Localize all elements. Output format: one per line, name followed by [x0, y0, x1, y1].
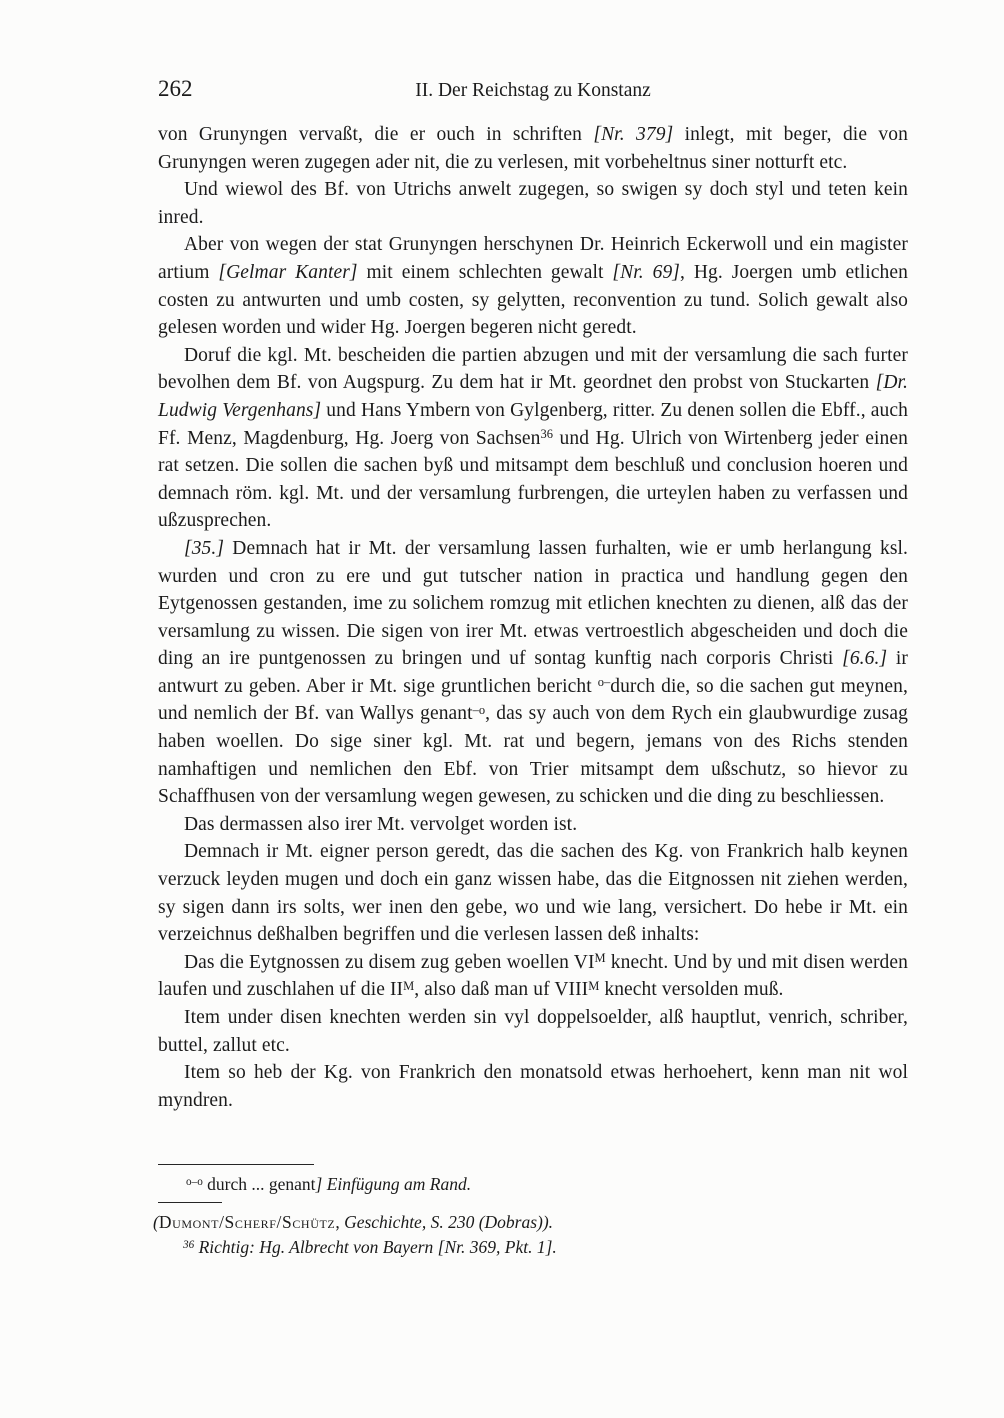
paragraph — [158, 535, 908, 811]
footnote-36 — [183, 1235, 908, 1259]
running-title: II. Der Reichstag zu Konstanz — [415, 80, 651, 101]
paragraph — [158, 838, 908, 948]
text-segment: Item so heb der Kg. von Frankrich den monatsold etwas herhoehert, kenn man nit wol myndren. — [158, 1062, 908, 1111]
paragraph — [158, 231, 908, 341]
text-segment: , also daß man uf VIII — [414, 979, 589, 1001]
text-segment: knecht. Und by und mit disen werden laufen und zuschlahen uf die II — [158, 951, 908, 1001]
text-segment: knecht versolden muß. — [599, 979, 784, 1001]
text-segment: [35.] — [184, 537, 225, 559]
text-segment: von Grunyngen vervaßt, die er ouch in schriften — [158, 124, 594, 145]
text-segment: , Hg. Joergen umb etlichen costen zu antwurten und umb costen, sy gelytten, reconvention zu tund. Solich gewalt also gelesen worden und wider Hg. Joergen begeren nicht geredt. — [158, 261, 909, 339]
text-segment: inlegt, mit beger, die von Grunyngen weren zugegen ader nit, die zu verlesen, mit vorbeheltnus siner notturft etc. — [158, 124, 908, 173]
paragraph — [158, 1059, 908, 1114]
text-segment: , — [335, 1212, 345, 1232]
text-segment: M — [594, 951, 606, 966]
text-segment: Demnach ir Mt. eigner person geredt, das die sachen des Kg. von Frankrich halb keynen verzuck leyden mugen und doch ein ganz wissen habe, das die Eitgnossen nit ziehen werden, sy sigen dann irs solts, wer inen den gebe, wo und wie lang, versichert. Do hebe ir Mt. ein verzeichnus deßhalben begriffen und die verlesen lassen deß inhalts: — [158, 841, 908, 946]
paragraph — [158, 176, 908, 231]
page-number: 262 — [158, 76, 193, 101]
footnote-source-citation — [153, 1210, 908, 1234]
paragraph — [158, 342, 908, 535]
text-segment: Und wiewol des Bf. von Utrichs anwelt zugegen, so swigen sy doch styl und teten kein inred. — [158, 179, 908, 228]
text-segment: durch die, so die sachen gut meynen, und nemlich der Bf. van Wallys genant — [158, 675, 909, 725]
text-segment: Geschichte, S. 230 (Dobras)). — [344, 1212, 554, 1232]
text-segment: ( — [153, 1212, 159, 1232]
text-segment: Demnach hat ir Mt. der versamlung lassen furhalten, wie er umb herlangung ksl. wurden und cron zu ere und gut tutscher nation in practica und handlung gegen den Eytgenossen gestanden, ime zu solichem romzug mit etlichen knechten zu dienen, alß das der versamlung zu wissen. Die sigen von irer Mt. etwas vertroestlich abgescheiden und doch die ding an ire puntgenossen zu bringen und uf sontag kunftig nach corporis Christi — [158, 537, 908, 670]
text-segment: und Hg. Ulrich von Wirtenberg jeder einen rat setzen. Die sollen die sachen byß und mitsampt dem beschluß und conclusion hoeren und demnach röm. kgl. Mt. und der versamlung furbrengen, die urteylen haben zu verfassen und ußzusprechen. — [158, 427, 908, 532]
text-segment: [6.6.] — [842, 648, 888, 670]
apparatus-note — [158, 1172, 908, 1196]
text-segment: o– — [597, 675, 611, 690]
apparatus-rule — [158, 1164, 314, 1165]
text-segment: [Nr. 379] — [593, 124, 674, 145]
text-segment: ] Einfügung am Rand. — [315, 1174, 472, 1194]
text-segment: [Gelmar Kanter] — [218, 261, 358, 283]
text-segment: ir antwurt zu geben. Aber ir Mt. sige gruntlichen bericht — [158, 648, 908, 697]
text-segment: Aber von wegen der stat Grunyngen herschynen Dr. Heinrich Eckerwoll und ein magister artium — [158, 234, 908, 283]
text-segment: Dumont/Scherf/Schütz — [158, 1212, 336, 1232]
text-segment: 36 — [183, 1238, 195, 1251]
text-segment: 36 — [540, 426, 553, 441]
text-segment: Doruf die kgl. Mt. bescheiden die partien abzugen und mit der versamlung die sach furter bevolhen dem Bf. von Augspurg. Zu dem hat ir Mt. geordnet den probst von Stuckarten — [158, 344, 908, 394]
text-segment: o–o — [186, 1175, 203, 1188]
page-header — [158, 76, 908, 106]
text-segment: und Hans Ymbern von Gylgenberg, ritter. Zu denen sollen die Ebff., auch Ff. Menz, Magdenburg, Hg. Joerg von Sachsen — [158, 399, 909, 449]
text-segment: [Nr. 69] — [612, 261, 680, 283]
text-segment: –o — [472, 702, 486, 717]
paragraph — [158, 1004, 908, 1059]
text-segment: M — [403, 978, 415, 993]
paragraph — [158, 811, 908, 839]
text-segment: Richtig: Hg. Albrecht von Bayern [Nr. 369, Pkt. 1]. — [194, 1237, 557, 1257]
text-segment: , das sy auch von dem Rych ein glaubwurdige zusag haben woellen. Do sige siner kgl. Mt. rat und begern, jemans von des Richs stenden namhaftigen und nemlichen den Ebf. von Trier mitsampt dem ußschutz, so hievor zu Schaffhusen von der versamlung wegen gewesen, zu schicken und die ding zu beschliessen. — [158, 703, 908, 808]
main-text-block — [158, 121, 908, 1114]
text-segment: mit einem schlechten gewalt — [357, 261, 613, 283]
text-segment: Das die Eytgnossen zu disem zug geben woellen VI — [184, 951, 595, 973]
text-segment: Item under disen knechten werden sin vyl doppelsoelder, alß hauptlut, venrich, schriber, buttel, zallut etc. — [158, 1007, 908, 1056]
text-segment: durch ... genant — [202, 1174, 316, 1194]
text-segment: [Dr. Ludwig Vergenhans] — [158, 372, 908, 421]
paragraph — [158, 949, 908, 1004]
text-segment: M — [588, 978, 600, 993]
footnote-rule — [158, 1202, 222, 1203]
paragraph — [158, 121, 908, 176]
text-segment: Das dermassen also irer Mt. vervolget worden ist. — [184, 813, 578, 835]
